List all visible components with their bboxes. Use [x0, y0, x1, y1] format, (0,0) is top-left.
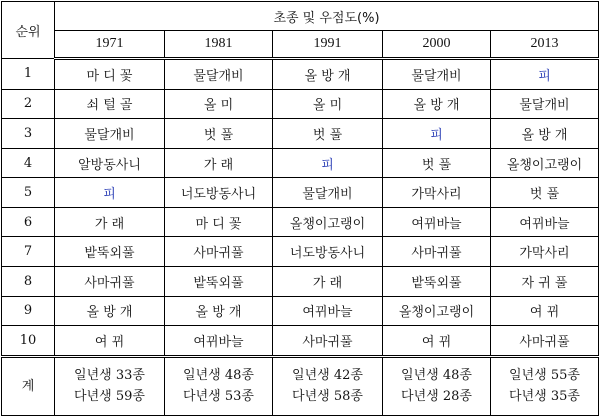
- species-cell: 사마귀풀: [273, 326, 383, 357]
- species-cell: 가막사리: [491, 237, 599, 267]
- species-cell: 벗 풀: [383, 148, 491, 178]
- rank-cell: 9: [2, 296, 55, 326]
- table-body: [2, 59, 599, 416]
- year-header: 2000: [383, 31, 491, 59]
- year-header: 1991: [273, 31, 383, 59]
- total-cell: [165, 356, 273, 415]
- annual-count: 일년생 33종: [74, 368, 145, 384]
- species-cell: 물달개비: [273, 178, 383, 208]
- species-cell: 올챙이고랭이: [491, 148, 599, 178]
- species-cell: 벗 풀: [165, 119, 273, 149]
- rank-cell: 4: [2, 148, 55, 178]
- perennial-count: 다년생 53종: [183, 389, 254, 405]
- table-row: [2, 178, 599, 208]
- species-cell: 여뀌바늘: [273, 296, 383, 326]
- rank-cell: 6: [2, 207, 55, 237]
- species-cell: 사마귀풀: [491, 326, 599, 357]
- species-cell: 사마귀풀: [383, 237, 491, 267]
- species-cell: 밭뚝외풀: [383, 267, 491, 297]
- species-cell: 올 방 개: [383, 89, 491, 119]
- annual-count: 일년생 55종: [509, 368, 580, 384]
- species-cell: 올 방 개: [55, 296, 165, 326]
- species-cell: 가 래: [165, 148, 273, 178]
- year-header: 1981: [165, 31, 273, 59]
- header-row-title: [2, 2, 599, 31]
- species-cell: 올챙이고랭이: [273, 207, 383, 237]
- total-cell: [273, 356, 383, 415]
- perennial-count: 다년생 35종: [509, 389, 580, 405]
- rank-cell: 3: [2, 119, 55, 149]
- rank-cell: 7: [2, 237, 55, 267]
- table-row: [2, 267, 599, 297]
- species-cell: 자 귀 풀: [491, 267, 599, 297]
- species-cell: 너도방동사니: [273, 237, 383, 267]
- species-cell: 사마귀풀: [165, 237, 273, 267]
- perennial-count: 다년생 59종: [74, 389, 145, 405]
- species-cell: 벗 풀: [273, 119, 383, 149]
- rank-cell: 1: [2, 59, 55, 90]
- species-cell: 여뀌바늘: [383, 207, 491, 237]
- species-cell: 피: [55, 178, 165, 208]
- total-cell: [491, 356, 599, 415]
- species-cell: 물달개비: [55, 119, 165, 149]
- table-row: [2, 89, 599, 119]
- species-cell: 마 디 꽃: [165, 207, 273, 237]
- species-cell: 너도방동사니: [165, 178, 273, 208]
- species-cell: 물달개비: [383, 59, 491, 90]
- species-cell: 마 디 꽃: [55, 59, 165, 90]
- rank-header: 순위: [2, 2, 55, 59]
- total-cell: [55, 356, 165, 415]
- table-row: [2, 326, 599, 357]
- species-cell: 여 뀌: [55, 326, 165, 357]
- species-cell: 올 방 개: [165, 296, 273, 326]
- species-cell: 피: [491, 59, 599, 90]
- species-cell: 물달개비: [165, 59, 273, 90]
- rank-cell: 2: [2, 89, 55, 119]
- species-cell: 가 래: [55, 207, 165, 237]
- species-cell: 올 방 개: [273, 59, 383, 90]
- annual-count: 일년생 42종: [292, 368, 363, 384]
- rank-cell: 10: [2, 326, 55, 357]
- header-row-years: [2, 31, 599, 59]
- table-row: [2, 237, 599, 267]
- species-cell: 여 뀌: [491, 296, 599, 326]
- species-cell: 올 미: [165, 89, 273, 119]
- species-cell: 밭뚝외풀: [165, 267, 273, 297]
- species-cell: 여뀌바늘: [165, 326, 273, 357]
- species-cell: 가 래: [273, 267, 383, 297]
- species-cell: 피: [383, 119, 491, 149]
- species-cell: 사마귀풀: [55, 267, 165, 297]
- species-cell: 여 뀌: [383, 326, 491, 357]
- annual-count: 일년생 48종: [183, 368, 254, 384]
- annual-count: 일년생 48종: [401, 368, 472, 384]
- table-row: [2, 59, 599, 90]
- perennial-count: 다년생 28종: [401, 389, 472, 405]
- species-cell: 올챙이고랭이: [383, 296, 491, 326]
- species-cell: 밭뚝외풀: [55, 237, 165, 267]
- species-cell: 올 방 개: [491, 119, 599, 149]
- species-cell: 물달개비: [491, 89, 599, 119]
- species-cell: 알방동사니: [55, 148, 165, 178]
- species-cell: 피: [273, 148, 383, 178]
- species-cell: 올 미: [273, 89, 383, 119]
- total-row: [2, 356, 599, 415]
- rank-cell: 8: [2, 267, 55, 297]
- species-cell: 쇠 털 골: [55, 89, 165, 119]
- species-cell: 벗 풀: [491, 178, 599, 208]
- weed-dominance-table: [1, 1, 599, 416]
- table-row: [2, 296, 599, 326]
- table-row: [2, 148, 599, 178]
- table-row: [2, 207, 599, 237]
- perennial-count: 다년생 58종: [292, 389, 363, 405]
- total-cell: [383, 356, 491, 415]
- species-cell: 여뀌바늘: [491, 207, 599, 237]
- year-header: 1971: [55, 31, 165, 59]
- table-title: 초종 및 우점도(%): [55, 2, 599, 31]
- species-cell: 가막사리: [383, 178, 491, 208]
- total-label: 계: [2, 356, 55, 415]
- year-header: 2013: [491, 31, 599, 59]
- table-row: [2, 119, 599, 149]
- rank-cell: 5: [2, 178, 55, 208]
